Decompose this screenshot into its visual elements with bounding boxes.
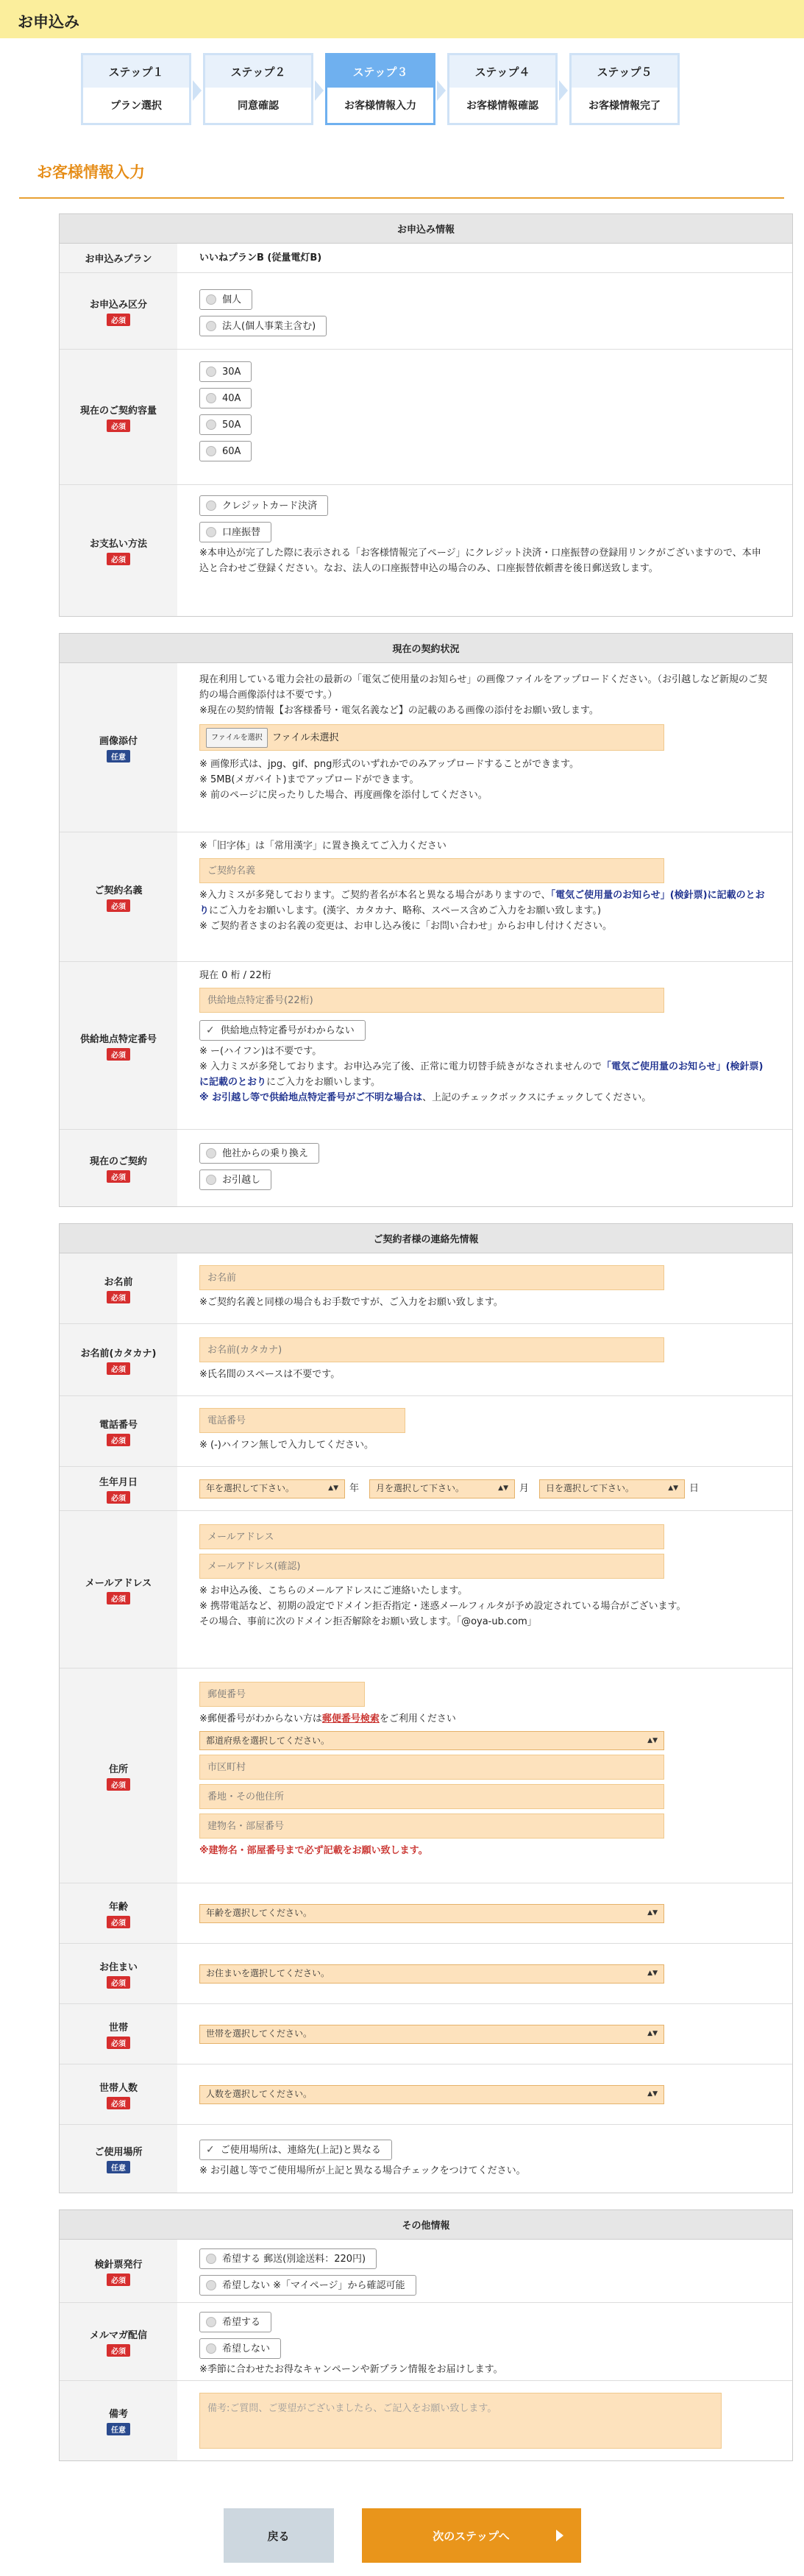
section-heading: その他情報	[60, 2210, 792, 2240]
title-divider	[19, 197, 784, 199]
row-dob	[60, 1467, 792, 1511]
radio-50a[interactable]	[199, 414, 252, 435]
supply-note-1: ※ ー(ハイフン)は不要です。	[199, 1046, 322, 1057]
page-title: お客様情報入力	[37, 163, 145, 181]
building-input[interactable]	[199, 1814, 664, 1839]
section-other-info	[59, 2209, 793, 2461]
note-emphasis: ※ お引越し等で供給地点特定番号がご不明な場合は	[199, 1092, 423, 1103]
radio-circle-icon	[206, 2343, 216, 2354]
note-text: ※入力ミスが多発しております。ご契約者名が本名と異なる場合がありますので、	[199, 890, 551, 901]
step-label: 同意確認	[238, 100, 279, 112]
memo-textarea[interactable]: 備考:ご質問、ご要望がございましたら、ご記入をお願い致します。	[199, 2393, 722, 2449]
year-select[interactable]	[199, 1479, 345, 1498]
image-desc-2: ※現在の契約情報【お客様番号・電気名義など】の記載のある画像の添付をお願い致します。	[199, 705, 599, 716]
select-value: お住まいを選択してください。	[206, 1968, 330, 1978]
label-text: ご使用場所	[94, 2147, 143, 2158]
checkmark-icon: ✓	[206, 1024, 215, 1036]
label-text: 年齢	[108, 1901, 128, 1913]
field-label	[60, 1253, 177, 1323]
zip-input[interactable]	[199, 1682, 365, 1707]
select-value: 人数を選択してください。	[206, 2089, 313, 2099]
email-note-1: ※ お申込み後、こちらのメールアドレスにご連絡いたします。	[199, 1585, 468, 1596]
note-text: ※郵便番号がわからない方は	[199, 1713, 322, 1724]
step-5	[569, 53, 680, 125]
image-desc: 現在利用している電力会社の最新の「電気ご使用量のお知らせ」の画像ファイルをアップロードください。（お引越しなど新規のご契約の場合画像添付は不要です。）	[199, 674, 767, 701]
select-arrow-icon: ▲▼	[647, 2030, 658, 2037]
required-badge: 必須	[107, 2274, 130, 2286]
step-number: ステップ３	[327, 55, 433, 88]
label-text: 検針票発行	[94, 2259, 143, 2271]
radio-moving[interactable]	[199, 1170, 271, 1190]
select-value: 月を選択して下さい。	[376, 1483, 465, 1493]
field-label	[60, 1130, 177, 1206]
select-value: 年齢を選択してください。	[206, 1908, 313, 1918]
file-select-button[interactable]: ファイルを選択	[206, 728, 268, 748]
required-badge: 必須	[107, 2344, 130, 2357]
image-note-1: ※ 画像形式は、jpg、gif、png形式のいずれかでのみアップロードすることができます。	[199, 759, 579, 770]
checkbox-label: ご使用場所は、連絡先(上記)と異なる	[220, 2144, 381, 2156]
residence-select[interactable]	[199, 1964, 664, 1984]
radio-circle-icon	[206, 420, 216, 430]
row-household	[60, 2004, 792, 2064]
required-badge: 必須	[107, 1916, 130, 1928]
note-text: ※ 入力ミスが多発しております。お申込み完了後、正常に電力切替手続きがなされませんので	[199, 1061, 602, 1072]
step-number: ステップ４	[449, 55, 555, 88]
step-2	[203, 53, 313, 125]
name-note: ※ご契約名義と同様の場合もお手数ですが、ご入力をお願い致します。	[199, 1297, 503, 1308]
radio-circle-icon	[206, 2280, 216, 2290]
select-value: 世帯を選択してください。	[206, 2028, 313, 2039]
step-4	[447, 53, 558, 125]
plan-value: いいねプランB (従量電灯B)	[199, 252, 322, 263]
label-text: 現在のご契約	[89, 1156, 147, 1167]
digit-counter: 現在 0 桁 / 22桁	[199, 970, 271, 981]
label-text: 現在のご契約容量	[79, 405, 157, 417]
unknown-supply-checkbox[interactable]	[199, 1020, 366, 1041]
radio-circle-icon	[206, 1175, 216, 1185]
age-select[interactable]	[199, 1904, 664, 1923]
file-input[interactable]	[199, 724, 664, 751]
field-label	[60, 350, 177, 484]
label-text: 世帯	[108, 2022, 128, 2034]
supply-note-3	[199, 1090, 770, 1105]
usage-location-checkbox[interactable]	[199, 2140, 392, 2160]
select-arrow-icon: ▲▼	[647, 1736, 658, 1744]
label-text: 生年月日	[99, 1476, 138, 1488]
step-arrow-icon	[437, 80, 446, 101]
select-arrow-icon: ▲▼	[647, 1970, 658, 1977]
label-text: 電話番号	[99, 1419, 138, 1431]
radio-meter-no[interactable]	[199, 2275, 416, 2296]
prefecture-select[interactable]	[199, 1731, 664, 1750]
kana-input[interactable]	[199, 1337, 664, 1362]
button-label: 次のステップへ	[433, 2529, 510, 2543]
image-note-3: ※ 前のページに戻ったりした場合、再度画像を添付してください。	[199, 790, 488, 801]
field-label	[60, 2004, 177, 2064]
radio-label: 30A	[222, 366, 241, 378]
street-input[interactable]	[199, 1784, 664, 1809]
optional-badge: 任意	[107, 2423, 130, 2435]
note-emphasis: 「電気ご使用量のお知らせ」(検針票)に記載のとおり	[199, 1061, 764, 1088]
row-household-size	[60, 2064, 792, 2125]
label-text: 備考	[108, 2409, 128, 2420]
step-label: プラン選択	[110, 100, 162, 112]
required-badge: 必須	[107, 1778, 130, 1791]
field-label	[60, 1324, 177, 1395]
select-value: 都道府県を選択してください。	[206, 1735, 330, 1746]
required-badge: 必須	[107, 1048, 130, 1061]
row-current-contract	[60, 1130, 792, 1206]
radio-newsletter-no[interactable]	[199, 2338, 281, 2359]
required-badge: 必須	[107, 1592, 130, 1604]
month-select[interactable]	[369, 1479, 515, 1498]
label-text: お申込み区分	[89, 299, 147, 311]
radio-individual[interactable]	[199, 289, 252, 310]
row-phone	[60, 1396, 792, 1467]
row-kana	[60, 1324, 792, 1396]
field-label	[60, 2303, 177, 2380]
radio-label: 60A	[222, 445, 241, 457]
field-label	[60, 2064, 177, 2124]
step-arrow-icon	[193, 80, 202, 101]
email-note-3: その場合、事前に次のドメイン拒否解除をお願い致します。「@oya-ub.com」	[199, 1616, 537, 1627]
note-text: にご入力をお願いします。(漢字、カタカナ、略称、スペース含めご入力をお願い致します。)	[209, 905, 602, 916]
contract-name-input[interactable]	[199, 858, 664, 883]
row-address	[60, 1669, 792, 1883]
row-newsletter	[60, 2303, 792, 2381]
phone-input[interactable]	[199, 1408, 405, 1433]
label-text: お名前	[104, 1276, 133, 1288]
radio-label: 希望する 郵送(別途送料：220円)	[222, 2253, 366, 2265]
name-note-1	[199, 888, 770, 919]
radio-circle-icon	[206, 393, 216, 403]
row-age	[60, 1883, 792, 1944]
footer-actions	[0, 2508, 804, 2563]
label-text: 供給地点特定番号	[79, 1033, 157, 1045]
radio-label: 希望しない	[222, 2343, 271, 2354]
row-meter-slip	[60, 2240, 792, 2303]
step-indicator	[81, 53, 804, 125]
step-number: ステップ１	[83, 55, 189, 88]
household-size-select[interactable]	[199, 2085, 664, 2104]
step-number: ステップ２	[205, 55, 311, 88]
field-label	[60, 1669, 177, 1883]
radio-label: 希望する	[222, 2316, 261, 2328]
radio-circle-icon	[206, 367, 216, 377]
note-text: をご利用ください	[379, 1713, 456, 1724]
step-arrow-icon	[559, 80, 568, 101]
unit-label: 月	[519, 1483, 530, 1494]
label-text: 住所	[108, 1763, 128, 1775]
name-note-2: ※ ご契約者さまのお名義の変更は、お申し込み後に「お問い合わせ」からお申し付けください。	[199, 921, 613, 932]
step-arrow-icon	[315, 80, 324, 101]
step-number: ステップ５	[572, 55, 677, 88]
section-heading: ご契約者様の連絡先情報	[60, 1224, 792, 1253]
page-header	[0, 0, 804, 38]
note-text: 、上記のチェックボックスにチェックしてください。	[422, 1092, 652, 1103]
email-input[interactable]	[199, 1524, 664, 1549]
label-text: お住まい	[99, 1961, 138, 1973]
radio-newsletter-yes[interactable]	[199, 2312, 271, 2332]
label-text: メールアドレス	[85, 1577, 152, 1589]
radio-30a[interactable]	[199, 361, 252, 382]
household-select[interactable]	[199, 2025, 664, 2044]
radio-circle-icon	[206, 294, 216, 305]
required-badge: 必須	[107, 1170, 130, 1183]
select-arrow-icon: ▲▼	[498, 1485, 509, 1492]
city-input[interactable]	[199, 1755, 664, 1780]
field-label	[60, 663, 177, 832]
zip-note	[199, 1711, 770, 1727]
select-value: 日を選択して下さい。	[546, 1483, 635, 1493]
label-text: ご契約名義	[94, 885, 143, 896]
required-badge: 必須	[107, 2037, 130, 2049]
required-badge: 必須	[107, 420, 130, 432]
select-arrow-icon: ▲▼	[647, 1909, 658, 1917]
field-label	[60, 1883, 177, 1943]
email-note-2: ※ 携帯電話など、初期の設定でドメイン拒否指定・迷惑メールフィルタが予め設定されている場合がございます。	[199, 1601, 686, 1612]
row-capacity	[60, 350, 792, 485]
email-confirm-input[interactable]	[199, 1554, 664, 1579]
zip-search-link[interactable]: 郵便番号検索	[321, 1713, 380, 1724]
radio-circle-icon	[206, 1148, 216, 1158]
radio-meter-yes[interactable]	[199, 2248, 377, 2269]
field-label	[60, 485, 177, 616]
row-payment	[60, 485, 792, 616]
select-value: 年を選択して下さい。	[206, 1483, 295, 1493]
field-label	[60, 1467, 177, 1510]
field-label	[60, 2381, 177, 2460]
field-label	[60, 1511, 177, 1668]
name-note-0: ※「旧字体」は「常用漢字」に置き換えてご入力ください	[199, 841, 447, 852]
section-application-info	[59, 213, 793, 617]
row-plan	[60, 244, 792, 273]
radio-bank-transfer[interactable]	[199, 522, 271, 542]
kana-note: ※氏名間のスペースは不要です。	[199, 1369, 341, 1380]
row-residence	[60, 1944, 792, 2004]
row-usage-location	[60, 2125, 792, 2193]
label-text: 世帯人数	[99, 2082, 138, 2094]
row-kubun	[60, 273, 792, 350]
radio-credit-card[interactable]	[199, 495, 328, 516]
optional-badge: 任意	[107, 750, 130, 762]
note-emphasis: 「電気ご使用量のお知らせ」(検針票)に記載のとおり	[199, 890, 765, 916]
radio-switch-provider[interactable]	[199, 1143, 319, 1164]
arrow-right-icon	[556, 2530, 563, 2541]
field-label	[60, 2240, 177, 2302]
radio-circle-icon	[206, 446, 216, 456]
select-arrow-icon: ▲▼	[668, 1485, 679, 1492]
field-label	[60, 1944, 177, 2003]
field-label: お申込みプラン	[60, 244, 177, 272]
field-label	[60, 2125, 177, 2193]
radio-label: 希望しない ※「マイページ」から確認可能	[222, 2279, 405, 2291]
radio-label: 他社からの乗り換え	[222, 1147, 309, 1159]
radio-label: 40A	[222, 392, 241, 404]
row-memo	[60, 2381, 792, 2460]
required-badge: 必須	[107, 899, 130, 912]
radio-label: 個人	[222, 294, 242, 305]
field-label	[60, 273, 177, 349]
step-1	[81, 53, 191, 125]
required-badge: 必須	[107, 314, 130, 326]
phone-note: ※ (-)ハイフン無しで入力してください。	[199, 1440, 374, 1451]
header-title: お申込み	[18, 13, 79, 31]
note-text: にご入力をお願いします。	[266, 1077, 380, 1088]
label-text: お支払い方法	[89, 539, 147, 550]
radio-corporate[interactable]	[199, 316, 327, 336]
row-contract-name	[60, 832, 792, 962]
image-note-2: ※ 5MB(メガバイト)までアップロードができます。	[199, 774, 419, 785]
required-badge: 必須	[107, 2097, 130, 2109]
section-current-contract	[59, 633, 793, 1207]
radio-circle-icon	[206, 2317, 216, 2327]
label-text: メルマガ配信	[89, 2329, 147, 2341]
step-label: お客様情報確認	[466, 100, 538, 112]
radio-circle-icon	[206, 321, 216, 331]
step-label: お客様情報入力	[344, 100, 416, 112]
supply-note-2	[199, 1059, 770, 1090]
step-label: お客様情報完了	[588, 100, 661, 112]
row-image	[60, 663, 792, 832]
supply-point-input[interactable]	[199, 988, 664, 1013]
field-label	[60, 832, 177, 961]
row-supply-point	[60, 962, 792, 1130]
required-badge: 必須	[107, 1491, 130, 1504]
checkbox-label: 供給地点特定番号がわからない	[220, 1025, 355, 1036]
row-email	[60, 1511, 792, 1669]
unit-label: 年	[349, 1483, 360, 1494]
select-arrow-icon: ▲▼	[328, 1485, 338, 1492]
required-badge: 必須	[107, 1976, 130, 1989]
radio-60a[interactable]	[199, 441, 252, 461]
radio-label: クレジットカード決済	[222, 500, 318, 512]
field-label	[60, 962, 177, 1129]
required-badge: 必須	[107, 1362, 130, 1375]
usage-note: ※ お引越し等でご使用場所が上記と異なる場合チェックをつけてください。	[199, 2165, 526, 2176]
step-3	[325, 53, 435, 125]
required-badge: 必須	[107, 1434, 130, 1446]
unit-label: 日	[689, 1483, 700, 1494]
required-badge: 必須	[107, 553, 130, 565]
select-arrow-icon: ▲▼	[647, 2090, 658, 2098]
file-status: ファイル未選択	[271, 732, 339, 743]
section-heading: お申込み情報	[60, 214, 792, 244]
name-input[interactable]	[199, 1265, 664, 1290]
field-label	[60, 1396, 177, 1466]
radio-circle-icon	[206, 527, 216, 537]
optional-badge: 任意	[107, 2161, 130, 2173]
radio-label: 法人(個人事業主含む)	[222, 320, 316, 332]
radio-40a[interactable]	[199, 388, 252, 408]
label-text: お名前(カタカナ)	[80, 1348, 157, 1359]
section-contact-info	[59, 1223, 793, 2193]
radio-circle-icon	[206, 2254, 216, 2264]
back-button[interactable]: 戻る	[224, 2508, 334, 2563]
newsletter-note: ※季節に合わせたお得なキャンペーンや新プラン情報をお届けします。	[199, 2364, 503, 2375]
row-name	[60, 1253, 792, 1324]
section-heading: 現在の契約状況	[60, 634, 792, 663]
radio-label: 口座振替	[222, 526, 261, 538]
day-select[interactable]	[539, 1479, 685, 1498]
required-badge: 必須	[107, 1291, 130, 1303]
payment-note: ※本申込が完了した際に表示される「お客様情報完了ページ」にクレジット決済・口座振替の登録用リンクがございますので、本申込と合わせご登録ください。なお、法人の口座振替申込の場合のみ、口座振替依頼書を後日郵送致します。	[199, 548, 761, 574]
address-note: ※建物名・部屋番号まで必ず記載をお願い致します。	[199, 1845, 428, 1856]
checkmark-icon: ✓	[206, 2143, 215, 2156]
radio-circle-icon	[206, 500, 216, 511]
radio-label: お引越し	[222, 1174, 261, 1186]
label-text: 画像添付	[99, 735, 138, 747]
radio-label: 50A	[222, 419, 241, 431]
next-step-button[interactable]	[362, 2508, 581, 2563]
